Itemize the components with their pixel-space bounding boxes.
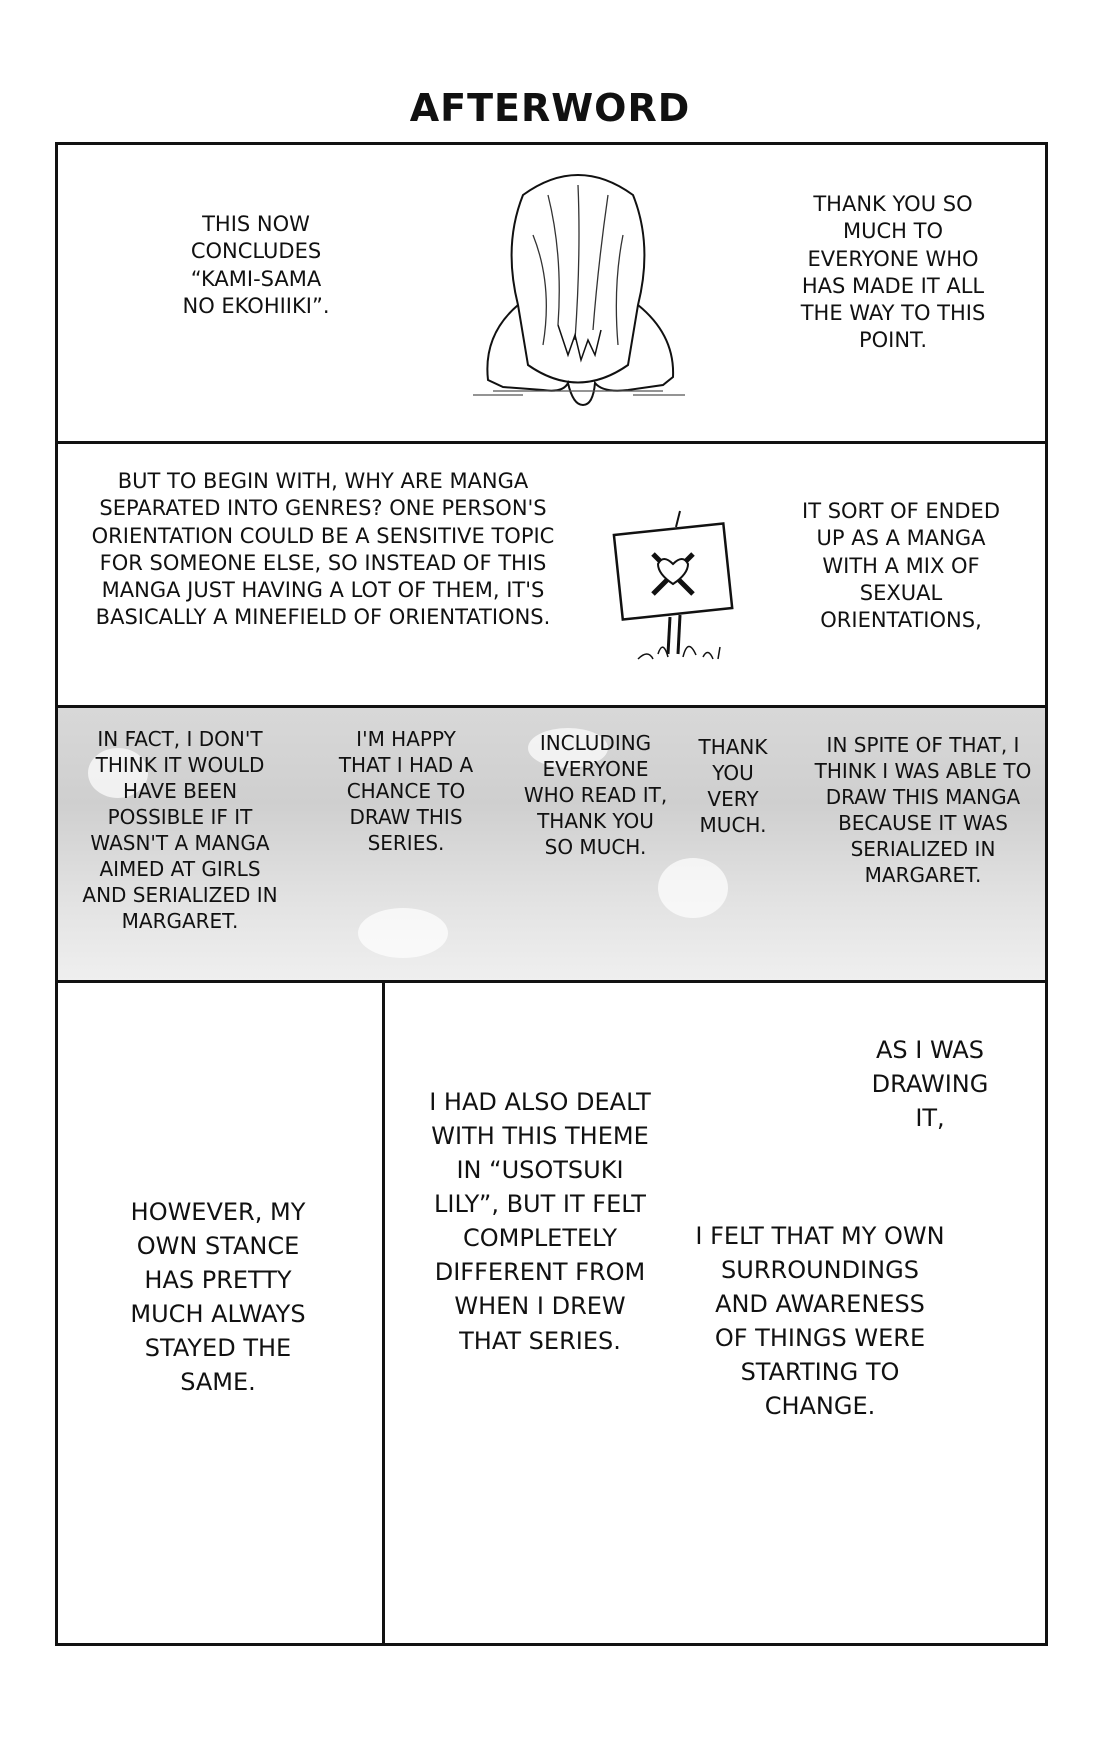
panel5-right-text: I FELT THAT MY OWN SURROUNDINGS AND AWARENESS OF THINGS WERE STARTING TO CHANGE.	[695, 1222, 945, 1421]
panel3-text-1: IN FACT, I DON'T THINK IT WOULD HAVE BEEN POSSIBLE IF IT WASN'T A MANGA AIMED AT GIRLS AND SERIALIZED IN MARGARET.	[82, 727, 278, 933]
page-title: AFTERWORD	[409, 86, 691, 130]
panel3-text-5: IN SPITE OF THAT, I THINK I WAS ABLE TO DRAW THIS MANGA BECAUSE IT WAS SERIALIZED IN MARGARET.	[814, 733, 1032, 887]
panel4-text: HOWEVER, MY OWN STANCE HAS PRETTY MUCH ALWAYS STAYED THE SAME.	[130, 1198, 306, 1397]
panel2-left-text: BUT TO BEGIN WITH, WHY ARE MANGA SEPARATED INTO GENRES? ONE PERSON'S ORIENTATION COULD BE A SENSITIVE TOPIC FOR SOMEONE ELSE, SO INSTEAD OF THIS MANGA JUST HAVING A LOT OF THEM, IT'S BASICALLY A MINEFIELD OF ORIENTATIONS.	[91, 469, 555, 630]
highlight-spot	[658, 858, 728, 918]
panel5-top-right-text: AS I WAS DRAWING IT,	[871, 1036, 989, 1133]
panel-2	[55, 441, 1048, 708]
panel3-text-4: THANK YOU VERY MUCH.	[698, 735, 768, 837]
panel3-text-3: INCLUDING EVERYONE WHO READ IT, THANK YOU SO MUCH.	[523, 731, 668, 859]
panel-4	[55, 980, 385, 1646]
panel2-right-text: IT SORT OF ENDED UP AS A MANGA WITH A MIX OF SEXUAL ORIENTATIONS,	[802, 499, 1000, 633]
panel1-right-text: THANK YOU SO MUCH TO EVERYONE WHO HAS MADE IT ALL THE WAY TO THIS POINT.	[800, 192, 986, 353]
panel-5	[382, 980, 1048, 1646]
panel-3	[55, 705, 1048, 983]
bowing-person-icon	[463, 155, 693, 425]
panel5-middle-text: I HAD ALSO DEALT WITH THIS THEME IN “USOTSUKI LILY”, BUT IT FELT COMPLETELY DIFFERENT FROM WHEN I DREW THAT SERIES.	[429, 1088, 651, 1355]
panel-1	[55, 142, 1048, 444]
panel1-left-text: THIS NOW CONCLUDES “KAMI-SAMA NO EKOHIIKI”.	[182, 212, 330, 318]
panel3-text-2: I'M HAPPY THAT I HAD A CHANCE TO DRAW THIS SERIES.	[338, 727, 474, 855]
minefield-sign-icon	[608, 509, 748, 669]
highlight-spot	[358, 908, 448, 958]
